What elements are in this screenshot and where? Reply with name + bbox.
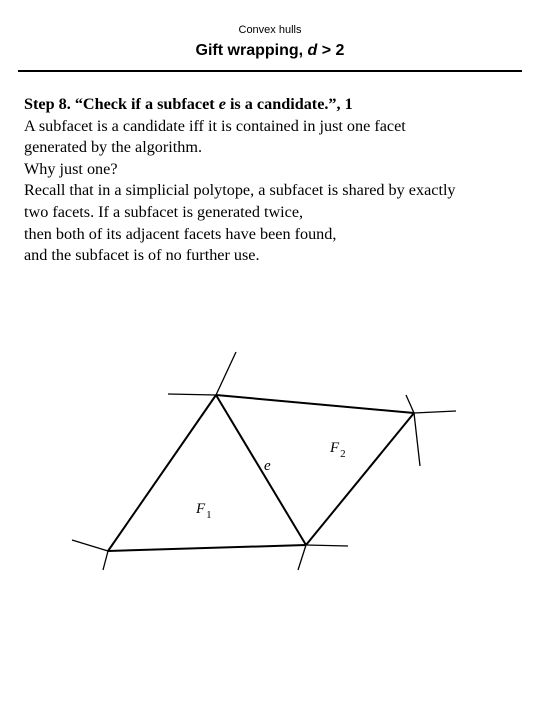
body-line-6: then both of its adjacent facets have been found, — [24, 224, 337, 243]
body-line-7: and the subfacet is of no further use. — [24, 246, 260, 265]
tick-bottom-middle-down — [298, 545, 306, 570]
body-line-1: A subfacet is a candidate iff it is contained in just one facet — [24, 116, 406, 135]
slide-topic: Convex hulls — [238, 24, 302, 36]
step-prefix: Step 8. “Check if a subfacet — [24, 95, 219, 113]
title-variable: d — [307, 42, 318, 59]
edge-top-left-to-bottom-left — [108, 395, 216, 551]
body-line-5: two facets. If a subfacet is generated twice, — [24, 202, 304, 221]
slide-title — [0, 42, 540, 60]
edge-bottom-middle-to-top-right — [306, 413, 414, 545]
tick-bottom-left-down — [103, 551, 108, 570]
body-line-4: Recall that in a simplicial polytope, a subfacet is shared by exactly — [24, 181, 456, 200]
title-main: Gift wrapping, — [195, 42, 308, 59]
tick-top-left-up — [216, 352, 236, 395]
tick-bottom-left-up — [72, 540, 108, 551]
step-variable: e — [218, 95, 226, 113]
tick-top-left-left — [168, 394, 216, 395]
title-rule — [18, 70, 522, 72]
title-tail: > 2 — [317, 42, 345, 59]
tick-top-right-up — [406, 395, 414, 413]
tick-top-right-right — [414, 411, 456, 413]
label-facet-f2 — [329, 440, 346, 460]
edge-bottom-left-to-bottom-middle — [108, 545, 306, 551]
edge-subfacet-e — [216, 395, 306, 545]
label-f1-base: F — [196, 501, 206, 517]
label-facet-f1 — [195, 501, 212, 521]
body-line-2: generated by the algorithm. — [24, 138, 202, 157]
tick-top-right-down — [414, 413, 420, 466]
label-subfacet-e: e — [264, 458, 271, 474]
step-heading — [24, 94, 524, 116]
edge-top-left-to-top-right — [216, 395, 414, 413]
body-line-3: Why just one? — [24, 159, 118, 178]
label-f2-base: F — [330, 440, 340, 456]
polytope-diagram — [0, 340, 540, 600]
body-text — [24, 94, 524, 267]
label-f2-sub: 2 — [340, 448, 346, 460]
tick-bottom-middle-right — [306, 545, 348, 546]
label-f1-sub: 1 — [206, 509, 212, 521]
step-suffix: is a candidate.”, 1 — [225, 95, 353, 113]
